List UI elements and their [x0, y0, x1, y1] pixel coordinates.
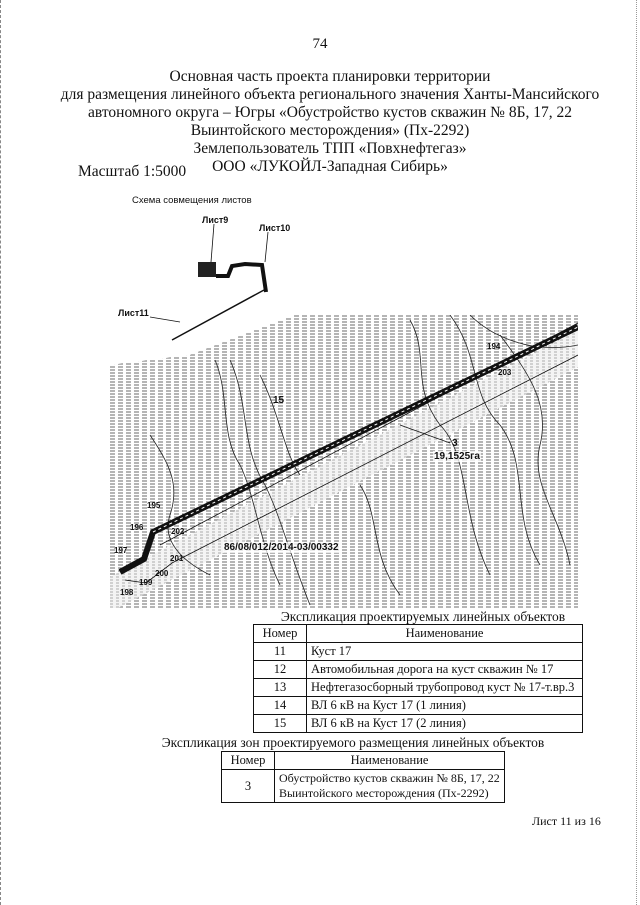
row-name [275, 770, 505, 803]
zones-caption: Экспликация зон проектируемого размещения линейных объектов [161, 735, 545, 750]
sheet10-road-segment [216, 264, 266, 292]
point-label-194: 194 [487, 342, 501, 351]
zone-area-label: 19,1525га [434, 451, 480, 462]
point-label-199: 199 [139, 578, 153, 587]
sheet-9-label: Лист9 [202, 215, 229, 225]
sheet9-area-block [198, 262, 216, 277]
header-name: Наименование [275, 752, 505, 770]
table-row [254, 697, 583, 715]
point-label-198: 198 [120, 588, 134, 597]
scheme-title: Схема совмещения листов [132, 195, 252, 206]
sheet-11-label: Лист11 [118, 308, 149, 318]
table-row [254, 661, 583, 679]
linear-objects-caption: Экспликация проектируемых линейных объектов [280, 609, 566, 624]
row-name: Автомобильная дорога на куст скважин № 17 [307, 661, 583, 679]
site-plan-map [110, 315, 578, 608]
point-label-200: 200 [155, 569, 169, 578]
row-name: Куст 17 [307, 643, 583, 661]
point-label-197: 197 [114, 546, 128, 555]
table-row [222, 770, 505, 803]
header-number: Номер [222, 752, 275, 770]
row-number: 14 [254, 697, 307, 715]
sheet-footer: Лист 11 из 16 [532, 814, 601, 828]
point-label-195: 195 [147, 501, 161, 510]
row-number: 13 [254, 679, 307, 697]
table-row [254, 643, 583, 661]
header-line-6: ООО «ЛУКОЙЛ-Западная Сибирь» [212, 158, 448, 175]
header-line-2: для размещения линейного объекта регионального значения Ханты-Мансийского [60, 86, 600, 103]
leader-sheet10 [265, 232, 268, 262]
header-line-1: Основная часть проекта планировки территории [169, 68, 491, 85]
point-label-203: 203 [498, 368, 512, 377]
header-line-5: Землепользователь ТПП «Повхнефтегаз» [193, 140, 467, 157]
table-header-row [254, 625, 583, 643]
row-number: 11 [254, 643, 307, 661]
row-number: 3 [222, 770, 275, 803]
zones-table [221, 751, 505, 803]
leader-sheet9 [211, 224, 214, 262]
point-label-202: 202 [171, 527, 185, 536]
point-label-201: 201 [170, 554, 184, 563]
row-name-line-1: Обустройство кустов скважин № 8Б, 17, 22 [279, 771, 500, 785]
object-label-15: 15 [273, 395, 285, 406]
table-row [254, 715, 583, 733]
linear-objects-table [253, 624, 583, 733]
row-number: 15 [254, 715, 307, 733]
point-label-196: 196 [130, 523, 144, 532]
sheet-overview-scheme [0, 0, 640, 360]
site-plan-drawing [110, 315, 578, 608]
header-line-3: автономного округа – Югры «Обустройство кустов скважин № 8Б, 17, 22 [88, 104, 572, 121]
row-name-line-2: Выинтойского месторождения (Пх-2292) [279, 786, 489, 800]
zone-number-label: 3 [452, 438, 458, 449]
row-number: 12 [254, 661, 307, 679]
row-name: ВЛ 6 кВ на Куст 17 (1 линия) [307, 697, 583, 715]
scale-label: Масштаб 1:5000 [78, 163, 187, 180]
table-row [254, 679, 583, 697]
header-line-4: Выинтойского месторождения» (Пх-2292) [190, 122, 470, 139]
row-name: Нефтегазосборный трубопровод куст № 17-т.вр.3 [307, 679, 583, 697]
sheet-10-label: Лист10 [259, 223, 291, 233]
header-name: Наименование [307, 625, 583, 643]
cadastre-number-label: 86/08/012/2014-03/00332 [224, 542, 339, 553]
table-header-row [222, 752, 505, 770]
page-number: 74 [312, 36, 328, 52]
row-name: ВЛ 6 кВ на Куст 17 (2 линия) [307, 715, 583, 733]
header-number: Номер [254, 625, 307, 643]
